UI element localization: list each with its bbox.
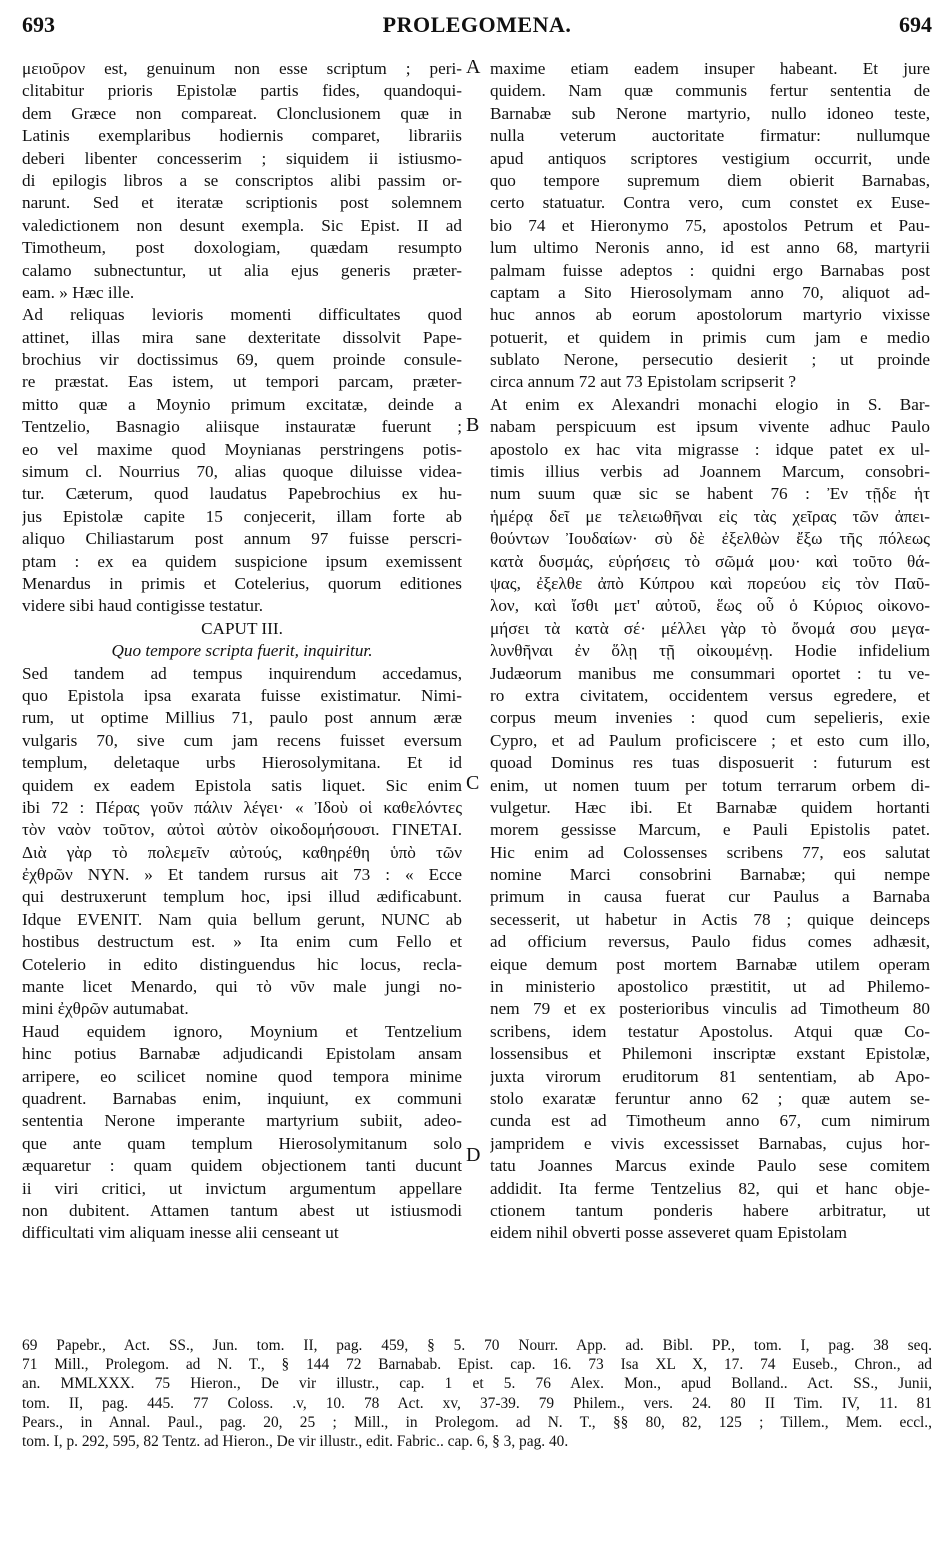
left-column-line: Tentzelio, Basnagio aliisque instauratæ fuerunt ; bbox=[22, 417, 462, 437]
left-column bbox=[22, 58, 462, 1245]
left-column-line: que ante quam templum Hierosolymitanum solo bbox=[22, 1133, 462, 1153]
footnotes bbox=[22, 1336, 932, 1451]
left-column-line: sententia Nerone imperante martyrium subiit, adeo- bbox=[22, 1111, 462, 1131]
right-column-line: λυνθῆναι ἐν ὅλῃ τῇ οἰκουμένῃ. Hodie infidelium bbox=[490, 641, 930, 661]
right-column-line: corpus meum invenies : quod cum sepelieris, exie bbox=[490, 708, 930, 728]
footnotes-line: 71 Mill., Prolegom. ad N. T., § 144 72 Barnabab. Epist. cap. 16. 73 Isa XL X, 17. 74 Euseb., Chron., ad bbox=[22, 1356, 932, 1374]
right-column-line: certo statuatur. Contra vero, cum constet ex Euse- bbox=[490, 193, 930, 213]
left-column-line: qui destruxerunt templum hoc, ipsi illud ædificabunt. bbox=[22, 887, 462, 907]
left-column-line: quo Epistola ipsa exarata fuisse existimatur. Nimi- bbox=[22, 685, 462, 705]
right-column-line: apostolo ex hac vita migrasse : idque patet ex ul- bbox=[490, 439, 930, 459]
margin-letter-d: D bbox=[466, 1144, 481, 1166]
right-column-line: λον, καὶ ἴσθι μετ' αὐτοῦ, ἕως οὗ ὁ Κύριος οἰκονο- bbox=[490, 596, 930, 616]
left-column-line: Sed tandem ad tempus inquirendum accedamus, bbox=[22, 663, 462, 683]
left-column-line: deberi libenter concesserim ; siquidem ii istiusmo- bbox=[22, 148, 462, 168]
page-number-right: 694 bbox=[899, 12, 932, 37]
right-column-line: eique demum post mortem Barnabæ utilem operam bbox=[490, 954, 930, 974]
right-column-line: μήσει τὰ κατὰ σέ· μέλλει γὰρ τὸ ὄνομά σου μεγα- bbox=[490, 618, 930, 638]
left-column-line: tur. Cæterum, quod laudatus Papebrochius ex hu- bbox=[22, 484, 462, 504]
left-column-line: clitabitur prioris Epistolæ partis fides, quandoqui- bbox=[22, 81, 462, 101]
left-column-line: difficultati vim aliquam inesse alii censeant ut bbox=[22, 1223, 339, 1243]
right-column-line: circa annum 72 aut 73 Epistolam scripserit ? bbox=[490, 372, 796, 392]
right-column-line: nulla veterum auctoritate firmatur: nullumque bbox=[490, 126, 930, 146]
right-column-line: Cypro, et ad Paulum proficiscere ; et esto cum illo, bbox=[490, 730, 930, 750]
left-column-line: Menardus in primis et Cotelerius, quorum editiones bbox=[22, 573, 462, 593]
right-column-line: morem gessisse Marcum, e Pauli Epistolis patet. bbox=[490, 820, 930, 840]
left-column-line: jus Epistolæ capite 15 conjecerit, illam forte ab bbox=[22, 506, 462, 526]
left-column-line: ἐχθρῶν ΝΥΝ. » Et tandem rursus ait 73 : « Ecce bbox=[22, 865, 462, 885]
right-column-line: captam a Sito Hierosolymam anno 70, aliquot ad- bbox=[490, 282, 930, 302]
page-header bbox=[22, 12, 932, 48]
right-column-line: ctionem tantum ponderis habere arbitratur, ut bbox=[490, 1200, 930, 1220]
right-column-line: eidem nihil obverti posse asseveret quam Epistolam bbox=[490, 1223, 848, 1243]
left-column-line: CAPUT III. bbox=[201, 618, 283, 638]
left-column-line: æquaretur : quam quidem objectionem tanti ducunt bbox=[22, 1156, 462, 1176]
right-column-line: palmam fuisse adeptos : quidni ergo Barnabas post bbox=[490, 260, 930, 280]
footnotes-line: tom. I, p. 292, 595, 82 Tentz. ad Hieron., De vir illustr., edit. Fabric.. cap. 6, § 3, pag. 40. bbox=[22, 1432, 569, 1450]
right-column-line: enim, ut nomen tuum per totum terrarum orbem di- bbox=[490, 775, 930, 795]
right-column-line: primum in causa fuerat cur Paulus a Barnaba bbox=[490, 887, 930, 907]
right-column-line: jampridem e vivis excessisset Barnabas, cujus hor- bbox=[490, 1133, 930, 1153]
right-column-line: nomine Marci consobrini Barnabæ; qui nempe bbox=[490, 865, 930, 885]
right-column-line: maxime etiam eadem insuper habeant. Et jure bbox=[490, 59, 930, 78]
right-column-line: tatu Joannes Marcus exinde Paulo sese comitem bbox=[490, 1156, 930, 1176]
right-column-line: θούντων Ἰουδαίων· σὺ δὲ ἐξελθὼν ἔξω τῆς πόλεως bbox=[490, 529, 930, 549]
right-column-line: Barnabæ sub Nerone martyrio, nullo idoneo teste, bbox=[490, 103, 930, 123]
margin-letter-b: B bbox=[466, 414, 480, 436]
right-column-line: ad officium reversus, Paulo fidus comes adhæsit, bbox=[490, 932, 930, 952]
right-column-line: At enim ex Alexandri monachi elogio in S. Bar- bbox=[490, 394, 930, 414]
left-column-line: Quo tempore scripta fuerit, inquiritur. bbox=[111, 641, 373, 661]
left-column-line: quadrent. Barnabas enim, inquiunt, ex communi bbox=[22, 1088, 462, 1108]
right-column-line: in ministerio apostolico præstitit, ut ad Philemo- bbox=[490, 977, 930, 997]
right-column-line: huc annos ab eorum apostolorum martyrio vixisse bbox=[490, 305, 930, 325]
left-column-line: aliquo Chiliastarum post annum 97 fuisse perscri- bbox=[22, 529, 462, 549]
right-column-line: lossensibus et Philemoni inscriptæ exstant Epistolæ, bbox=[490, 1044, 930, 1064]
right-column-line: secesserit, ut habetur in Actis 78 ; quique deinceps bbox=[490, 909, 930, 929]
footnotes-line: 69 Papebr., Act. SS., Jun. tom. II, pag. 459, § 5. 70 Nourr. App. ad. Bibl. PP., tom. I, pag. 38 seq. bbox=[22, 1337, 932, 1354]
left-column-line: ii viri critici, ut invictum argumentum appellare bbox=[22, 1178, 462, 1198]
right-column-line: cunda est ad Timotheum anno 67, cum nimirum bbox=[490, 1111, 930, 1131]
left-column-line: μειοῦρον est, genuinum non esse scriptum ; peri- bbox=[22, 59, 462, 78]
left-column-line: eo vel maxime quod Moynianas perstringens potis- bbox=[22, 439, 462, 459]
left-column-line: Ad reliquas levioris momenti difficultates quod bbox=[22, 305, 462, 325]
right-column-line: sublato Nerone, persecutio desierit ; ut proinde bbox=[490, 350, 930, 370]
left-column-line: hostibus destructum est. » Ita enim cum Fello et bbox=[22, 932, 462, 952]
right-column-line: ἡμέρᾳ δεῖ με τελειωθῆναι εἰς τὰς χεῖρας τῶν ἀπει- bbox=[490, 506, 930, 526]
running-title: PROLEGOMENA. bbox=[382, 12, 572, 37]
right-column-line: ro extra civitatem, occidentem versus egredere, et bbox=[490, 685, 930, 705]
left-column-line: brochius vir doctissimus 69, quem proinde consule- bbox=[22, 350, 462, 370]
right-column-line: quo tempore supremum diem obierit Barnabas, bbox=[490, 170, 930, 190]
right-column-line: potuerit, et quidem in primis cum jam e medio bbox=[490, 327, 930, 347]
left-column-line: calamo subnectuntur, ut alia ejus generis præter- bbox=[22, 260, 462, 280]
left-column-line: Latinis exemplaribus hodiernis comparet, librariis bbox=[22, 126, 462, 146]
left-column-line: simum cl. Nourrius 70, alias quoque diluisse videa- bbox=[22, 462, 462, 482]
right-column-line: apud antiquos scriptores vestigium occurrit, unde bbox=[490, 148, 930, 168]
right-column-line: κατὰ δυσμάς, εὑρήσεις τὸ σῶμά μου· καὶ τοῦτο θά- bbox=[490, 551, 930, 571]
right-column-line: Judæorum manibus me consummari oportet : tu ve- bbox=[490, 663, 930, 683]
left-column-line: vulgaris 70, sive cum jam recens fuisset eversum bbox=[22, 730, 462, 750]
right-column-line: addidit. Ita ferme Tentzelius 82, qui et hanc obje- bbox=[490, 1178, 930, 1198]
left-column-line: Timotheum, post doxologiam, quædam resumpto bbox=[22, 238, 462, 258]
right-column-line: nabam perspicuum est ipsum vivente adhuc Paulo bbox=[490, 417, 930, 437]
left-column-line: mante licet Menardo, qui τὸ νῦν male jungi no- bbox=[22, 977, 462, 997]
margin-letter-a: A bbox=[466, 56, 481, 78]
right-column-line: juxta virorum eruditorum 81 sententiam, ab Apo- bbox=[490, 1066, 930, 1086]
right-column-line: timis illius verbis ad Joannem Marcum, consobri- bbox=[490, 462, 930, 482]
left-column-line: Cotelerio in edito distinguendus hic locus, recla- bbox=[22, 954, 462, 974]
left-column-line: Διὰ γὰρ τὸ πολεμεῖν αὐτούς, καθηρέθη ὑπὸ τῶν bbox=[22, 842, 462, 862]
left-column-line: ptam : ex ea quidem suspicione ipsum exemissent bbox=[22, 551, 462, 571]
left-column-line: τὸν ναὸν τοῦτον, αὐτοὶ αὐτὸν οἰκοδομήσουσι. ΓΙΝΕΤΑΙ. bbox=[22, 820, 462, 840]
right-column-line: nem 79 et ex posterioribus vinculis ad Timotheum 80 bbox=[490, 999, 930, 1019]
right-column-line: scribens, idem testatur Apostolus. Atqui quæ Co- bbox=[490, 1021, 930, 1041]
left-column-line: templum, deletaque urbs Hierosolymitana. Et id bbox=[22, 753, 462, 773]
margin-letter-c: C bbox=[466, 772, 480, 794]
left-column-line: narunt. Sed et iteratæ scriptionis post solemnem bbox=[22, 193, 462, 213]
right-column-line: num suum quæ sic se habent 76 : Ἐν τῇδε ἡτ bbox=[490, 484, 930, 504]
right-column-line: quidem. Nam quæ communis fertur sententia de bbox=[490, 81, 930, 101]
left-column-line: quidem ex eadem Epistola satis liquet. Sic enim bbox=[22, 775, 462, 795]
right-column-line: ψας, ἐξελθε ἀπὸ Κύπρου καὶ πορεύου εἰς τὸν Παῦ- bbox=[490, 573, 930, 593]
right-column-line: bio 74 et Hieronymo 75, apostolos Petrum et Pau- bbox=[490, 215, 930, 235]
right-column-line: stolo exaratæ feruntur anno 62 ; quæ autem se- bbox=[490, 1088, 930, 1108]
left-column-line: ibi 72 : Πέρας γοῦν πάλιν λέγει· « Ἰδοὺ οἱ καθελόντες bbox=[22, 797, 462, 817]
left-column-line: mitto quæ a Moynio primum excitatæ, deinde a bbox=[22, 394, 462, 414]
left-column-line: arripere, eo scilicet nomine quod tempora minime bbox=[22, 1066, 462, 1086]
left-column-line: dem Græce non compareat. Clonclusionem quæ in bbox=[22, 103, 462, 123]
left-column-line: rum, ut optime Millius 71, paulo post annum æræ bbox=[22, 708, 462, 728]
left-column-line: videre sibi haud contigisse testatur. bbox=[22, 596, 264, 616]
left-column-line: non dubitent. Attamen tantum abest ut istiusmodi bbox=[22, 1200, 462, 1220]
right-column bbox=[490, 58, 930, 1245]
page-number-left: 693 bbox=[22, 12, 55, 37]
right-column-line: lum ultimo Neronis anno, id est anno 68, martyrii bbox=[490, 238, 930, 258]
footnotes-line: Pears., in Annal. Paul., pag. 20, 25 ; Mill., in Prolegom. ad N. T., §§ 80, 82, 125 ; Tillem., Mem. eccl., bbox=[22, 1413, 932, 1431]
left-column-line: Haud equidem ignoro, Moynium et Tentzelium bbox=[22, 1021, 462, 1041]
left-column-line: attinet, illas mira sane dexteritate dissolvit Pape- bbox=[22, 327, 462, 347]
left-column-line: valedictionem non desunt exempla. Sic Epist. II ad bbox=[22, 215, 462, 235]
left-column-line: eam. » Hæc ille. bbox=[22, 282, 135, 302]
right-column-line: Hic enim ad Colossenses scribens 77, eos salutat bbox=[490, 842, 930, 862]
left-column-line: re præstat. Eas istem, ut tempori parcam, præter- bbox=[22, 372, 462, 392]
left-column-line: Idque EVENIT. Nam quia bellum gerunt, NUNC ab bbox=[22, 909, 462, 929]
footnotes-line: an. MMLXXX. 75 Hieron., De vir illustr., cap. 1 et 5. 76 Alex. Mon., apud Bolland.. Act. SS., Junii, bbox=[22, 1375, 932, 1393]
right-column-line: vulgetur. Hæc ibi. Et Barnabæ quidem hortanti bbox=[490, 797, 930, 817]
right-column-line: quoad Dominus res tuas disposuerit : futurum est bbox=[490, 753, 930, 773]
left-column-line: hinc potius Barnabæ adjudicandi Epistolam ansam bbox=[22, 1044, 462, 1064]
left-column-line: di epilogis libros a se conscriptos alibi passim or- bbox=[22, 170, 462, 190]
footnotes-line: tom. II, pag. 445. 77 Coloss. .v, 10. 78 Act. xv, 37-39. 79 Philem., vers. 24. 80 II Tim. IV, 11. 81 bbox=[22, 1394, 932, 1412]
left-column-line: mini ἐχθρῶν autumabat. bbox=[22, 999, 189, 1019]
